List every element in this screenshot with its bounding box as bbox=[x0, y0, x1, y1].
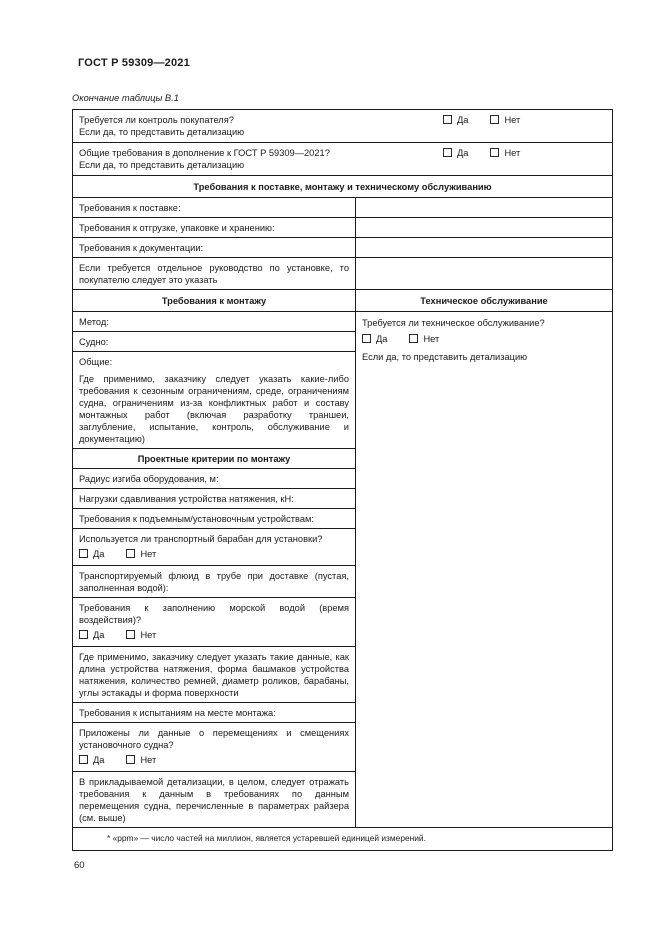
montage-row-lifting-devices: Требования к подъемным/установочным устройствам: bbox=[73, 509, 355, 529]
no-checkbox[interactable] bbox=[126, 630, 135, 639]
no-checkbox[interactable] bbox=[490, 115, 499, 124]
question-text: Требования к заполнению морской водой (время воздействия)? bbox=[79, 603, 349, 625]
no-option bbox=[409, 333, 439, 345]
no-option bbox=[126, 629, 156, 641]
column-headers-row bbox=[73, 290, 612, 312]
yes-label: Да bbox=[93, 630, 105, 640]
montage-row-vessel: Судно: bbox=[73, 332, 355, 352]
no-label: Нет bbox=[140, 549, 157, 559]
table-footnote: * «ppm» — число частей на миллион, является устаревшей единицей измерений. bbox=[107, 833, 426, 843]
row-label: Общие: bbox=[79, 357, 113, 367]
yes-option bbox=[362, 333, 387, 345]
montage-row-site-tests: Требования к испытаниям на месте монтажа: bbox=[73, 703, 355, 723]
table-row-buyer-control bbox=[73, 110, 612, 143]
montage-column bbox=[73, 312, 356, 827]
yes-option bbox=[79, 548, 104, 560]
montage-row-general bbox=[73, 352, 355, 449]
no-option bbox=[490, 114, 520, 126]
row-paragraph: Где применимо, заказчику следует указать какие-либо требования к сезонным ограничениям, среде, ограничениям судна, ограничениям из-за конфликтных работ и составу монтажных работ (включая разработку траншеи, заглубление, испытание, контроль, обслуживание и документацию) bbox=[79, 374, 349, 444]
standard-code: ГОСТ Р 59309—2021 bbox=[78, 57, 190, 69]
yes-checkbox[interactable] bbox=[443, 115, 452, 124]
no-label: Нет bbox=[504, 115, 521, 125]
row-label: Требования к отгрузке, упаковке и хранению: bbox=[73, 218, 356, 237]
maintenance-column-header: Техническое обслуживание bbox=[420, 296, 548, 306]
yes-option bbox=[443, 114, 468, 126]
montage-subheader-criteria: Проектные критерии по монтажу bbox=[73, 449, 355, 469]
montage-column-header: Требования к монтажу bbox=[73, 290, 356, 311]
yes-option bbox=[79, 629, 104, 641]
row-label: Если требуется отдельное руководство по установке, то покупателю следует это указать bbox=[73, 258, 356, 289]
question-text: Используется ли транспортный барабан для установки? bbox=[79, 534, 323, 544]
montage-row-vessel-motions bbox=[73, 723, 355, 772]
montage-row-tension-loads: Нагрузки сдавливания устройства натяжения, кН: bbox=[73, 489, 355, 509]
yes-checkbox[interactable] bbox=[443, 148, 452, 157]
no-checkbox[interactable] bbox=[126, 755, 135, 764]
no-checkbox[interactable] bbox=[126, 549, 135, 558]
yes-no-group bbox=[443, 147, 520, 159]
question-text: Приложены ли данные о перемещениях и смещениях установочного судна? bbox=[79, 728, 349, 750]
montage-row-seawater-filling bbox=[73, 598, 355, 647]
montage-row-method: Метод: bbox=[73, 312, 355, 332]
table-row-shipping bbox=[73, 218, 612, 238]
question-text: Требуется ли техническое обслуживание? bbox=[362, 318, 545, 328]
montage-row-detail-note: В прикладываемой детализации, в целом, следует отражать требования к данным в требованиях по данным перемещения судна, перечисленные в параметрах райзера (см. выше) bbox=[79, 777, 349, 823]
no-label: Нет bbox=[504, 148, 521, 158]
yes-checkbox[interactable] bbox=[79, 630, 88, 639]
question-detail: Если да, то представить детализацию bbox=[79, 160, 245, 170]
answer-cell[interactable] bbox=[356, 258, 612, 289]
no-option bbox=[126, 548, 156, 560]
yes-option bbox=[79, 754, 104, 766]
table-row-supply bbox=[73, 198, 612, 218]
montage-row-transport-drum bbox=[73, 529, 355, 566]
yes-checkbox[interactable] bbox=[362, 334, 371, 343]
page-number: 60 bbox=[74, 860, 85, 871]
yes-no-group bbox=[79, 548, 349, 562]
no-option bbox=[490, 147, 520, 159]
yes-no-group bbox=[443, 114, 520, 126]
yes-no-group bbox=[79, 754, 349, 768]
yes-label: Да bbox=[457, 148, 469, 158]
table-b1 bbox=[72, 109, 613, 851]
no-label: Нет bbox=[423, 334, 440, 344]
row-label: Требования к документации: bbox=[73, 238, 356, 257]
question-text: Общие требования в дополнение к ГОСТ Р 59309—2021? bbox=[79, 148, 330, 158]
yes-no-group bbox=[362, 333, 606, 347]
answer-cell[interactable] bbox=[356, 198, 612, 217]
montage-row-transported-fluid: Транспортируемый флюид в трубе при доставке (пустая, заполненная водой): bbox=[73, 566, 355, 598]
yes-label: Да bbox=[376, 334, 388, 344]
yes-label: Да bbox=[93, 549, 105, 559]
no-label: Нет bbox=[140, 755, 157, 765]
montage-row-tensioner-data: Где применимо, заказчику следует указать такие данные, как длина устройства натяжения, форма башмаков устройства натяжения, количество ремней, диаметр роликов, барабаны, углы эстакады и форма поверхности bbox=[73, 647, 355, 703]
answer-cell[interactable] bbox=[356, 238, 612, 257]
yes-checkbox[interactable] bbox=[79, 755, 88, 764]
section-header: Требования к поставке, монтажу и техническому обслуживанию bbox=[73, 176, 612, 198]
no-option bbox=[126, 754, 156, 766]
question-detail: Если да, то представить детализацию bbox=[79, 127, 245, 137]
row-label: Требования к поставке: bbox=[73, 198, 356, 217]
no-checkbox[interactable] bbox=[490, 148, 499, 157]
table-caption: Окончание таблицы В.1 bbox=[72, 93, 179, 103]
yes-checkbox[interactable] bbox=[79, 549, 88, 558]
question-text: Требуется ли контроль покупателя? bbox=[79, 115, 234, 125]
yes-label: Да bbox=[93, 755, 105, 765]
yes-label: Да bbox=[457, 115, 469, 125]
montage-row-bend-radius: Радиус изгиба оборудования, м: bbox=[73, 469, 355, 489]
table-row-general-requirements bbox=[73, 143, 612, 176]
table-row-install-manual bbox=[73, 258, 612, 290]
no-checkbox[interactable] bbox=[409, 334, 418, 343]
main-body-row bbox=[73, 312, 612, 828]
yes-option bbox=[443, 147, 468, 159]
maintenance-column bbox=[356, 312, 612, 827]
table-row-documentation bbox=[73, 238, 612, 258]
no-label: Нет bbox=[140, 630, 157, 640]
yes-no-group bbox=[79, 629, 349, 643]
question-detail: Если да, то представить детализацию bbox=[362, 352, 528, 362]
answer-cell[interactable] bbox=[356, 218, 612, 237]
